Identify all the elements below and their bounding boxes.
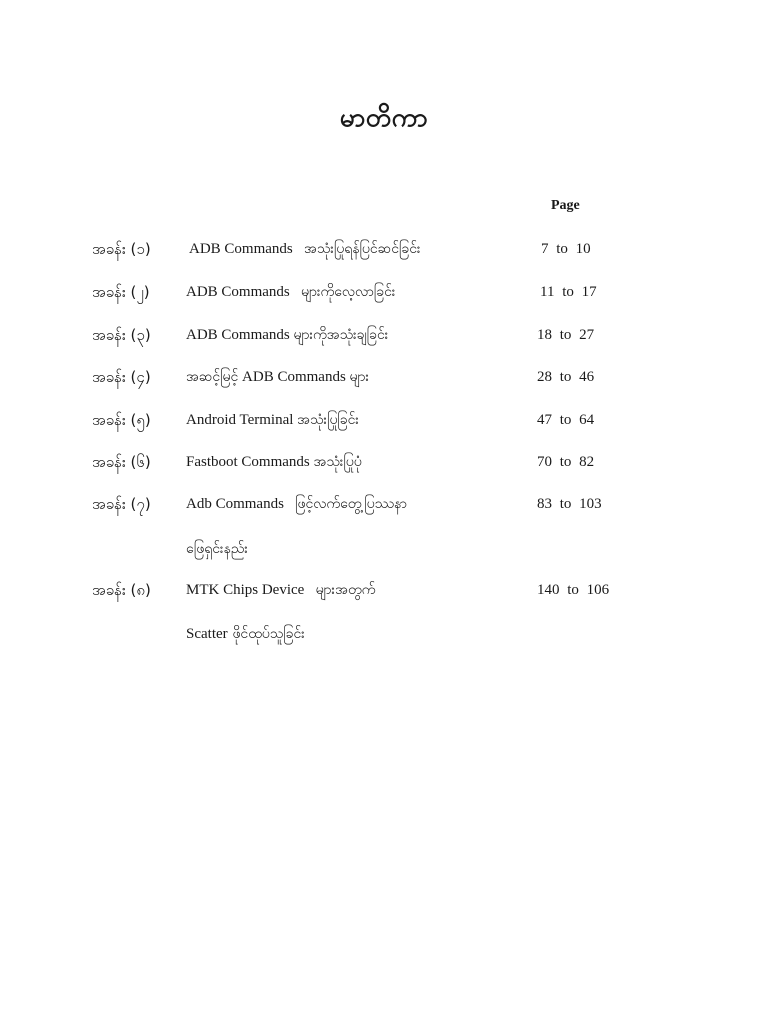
chapter-title-my: အသုံးပြုရန်ပြင်ဆင်ခြင်း <box>304 241 421 257</box>
chapter-title-my: အသုံးပြုခြင်း <box>297 412 359 428</box>
toc-row <box>0 236 768 262</box>
chapter-number: အခန်း (၈) <box>92 581 151 599</box>
chapter-title-my: အသုံးပြုပုံ <box>313 454 362 470</box>
chapter-title-cont-my: ဖိုင်ထုပ်သူခြင်း <box>232 626 305 642</box>
chapter-title-prefix-my: အဆင့်မြင့် <box>186 369 239 385</box>
chapter-title <box>186 407 359 433</box>
page-column-header: Page <box>551 198 580 213</box>
toc-row <box>0 577 768 603</box>
toc-row <box>0 322 768 348</box>
page-title: မာတိကာ <box>339 103 429 133</box>
page-range: 18 to 27 <box>537 327 595 343</box>
page-range: 28 to 46 <box>537 369 595 385</box>
chapter-title <box>186 577 375 603</box>
chapter-title-en: ADB Commands <box>242 369 346 385</box>
page-range: 83 to 103 <box>537 496 602 512</box>
chapter-title-en: ADB Commands <box>189 241 293 257</box>
chapter-number: အခန်း (၆) <box>92 453 151 471</box>
page-range: 140 to 106 <box>537 582 610 598</box>
chapter-title <box>186 491 407 517</box>
chapter-title-continuation <box>186 620 305 646</box>
chapter-number: အခန်း (၅) <box>92 411 151 429</box>
chapter-title-en: Fastboot Commands <box>186 454 310 470</box>
chapter-title-my: များ <box>349 369 370 385</box>
toc-row <box>0 449 768 475</box>
chapter-title-cont-en: Scatter <box>186 626 228 642</box>
chapter-title <box>186 279 395 305</box>
page-range: 11 to 17 <box>540 284 597 300</box>
chapter-number: အခန်း (၃) <box>92 326 151 344</box>
chapter-title-en: Android Terminal <box>186 412 294 428</box>
chapter-title-en: ADB Commands <box>186 284 290 300</box>
page-range: 47 to 64 <box>537 412 595 428</box>
toc-row <box>0 491 768 517</box>
chapter-title-cont-my: ဖြေရှင်းနည်း <box>186 541 248 557</box>
chapter-number: အခန်း (၇) <box>92 495 151 513</box>
page-range: 70 to 82 <box>537 454 595 470</box>
chapter-title <box>186 364 369 390</box>
chapter-title <box>186 322 388 348</box>
chapter-number: အခန်း (၁) <box>92 240 151 258</box>
chapter-number: အခန်း (၄) <box>92 368 151 386</box>
page-range: 7 to 10 <box>541 241 591 257</box>
chapter-title <box>186 449 362 475</box>
chapter-title-en: Adb Commands <box>186 496 284 512</box>
chapter-title-my: များကိုအသုံးချခြင်း <box>293 327 389 343</box>
chapter-title-en: MTK Chips Device <box>186 582 305 598</box>
chapter-title-continuation <box>186 535 248 561</box>
toc-row <box>0 364 768 390</box>
toc-row <box>0 279 768 305</box>
chapter-title-my: ဖြင့်လက်တွေ့ပြဿနာ <box>295 496 407 512</box>
chapter-title-my: များကိုလေ့လာခြင်း <box>301 284 396 300</box>
toc-row <box>0 407 768 433</box>
chapter-title-my: များအတွက် <box>315 582 376 598</box>
chapter-title <box>189 236 421 262</box>
chapter-number: အခန်း (၂) <box>92 283 150 301</box>
chapter-title-en: ADB Commands <box>186 327 290 343</box>
